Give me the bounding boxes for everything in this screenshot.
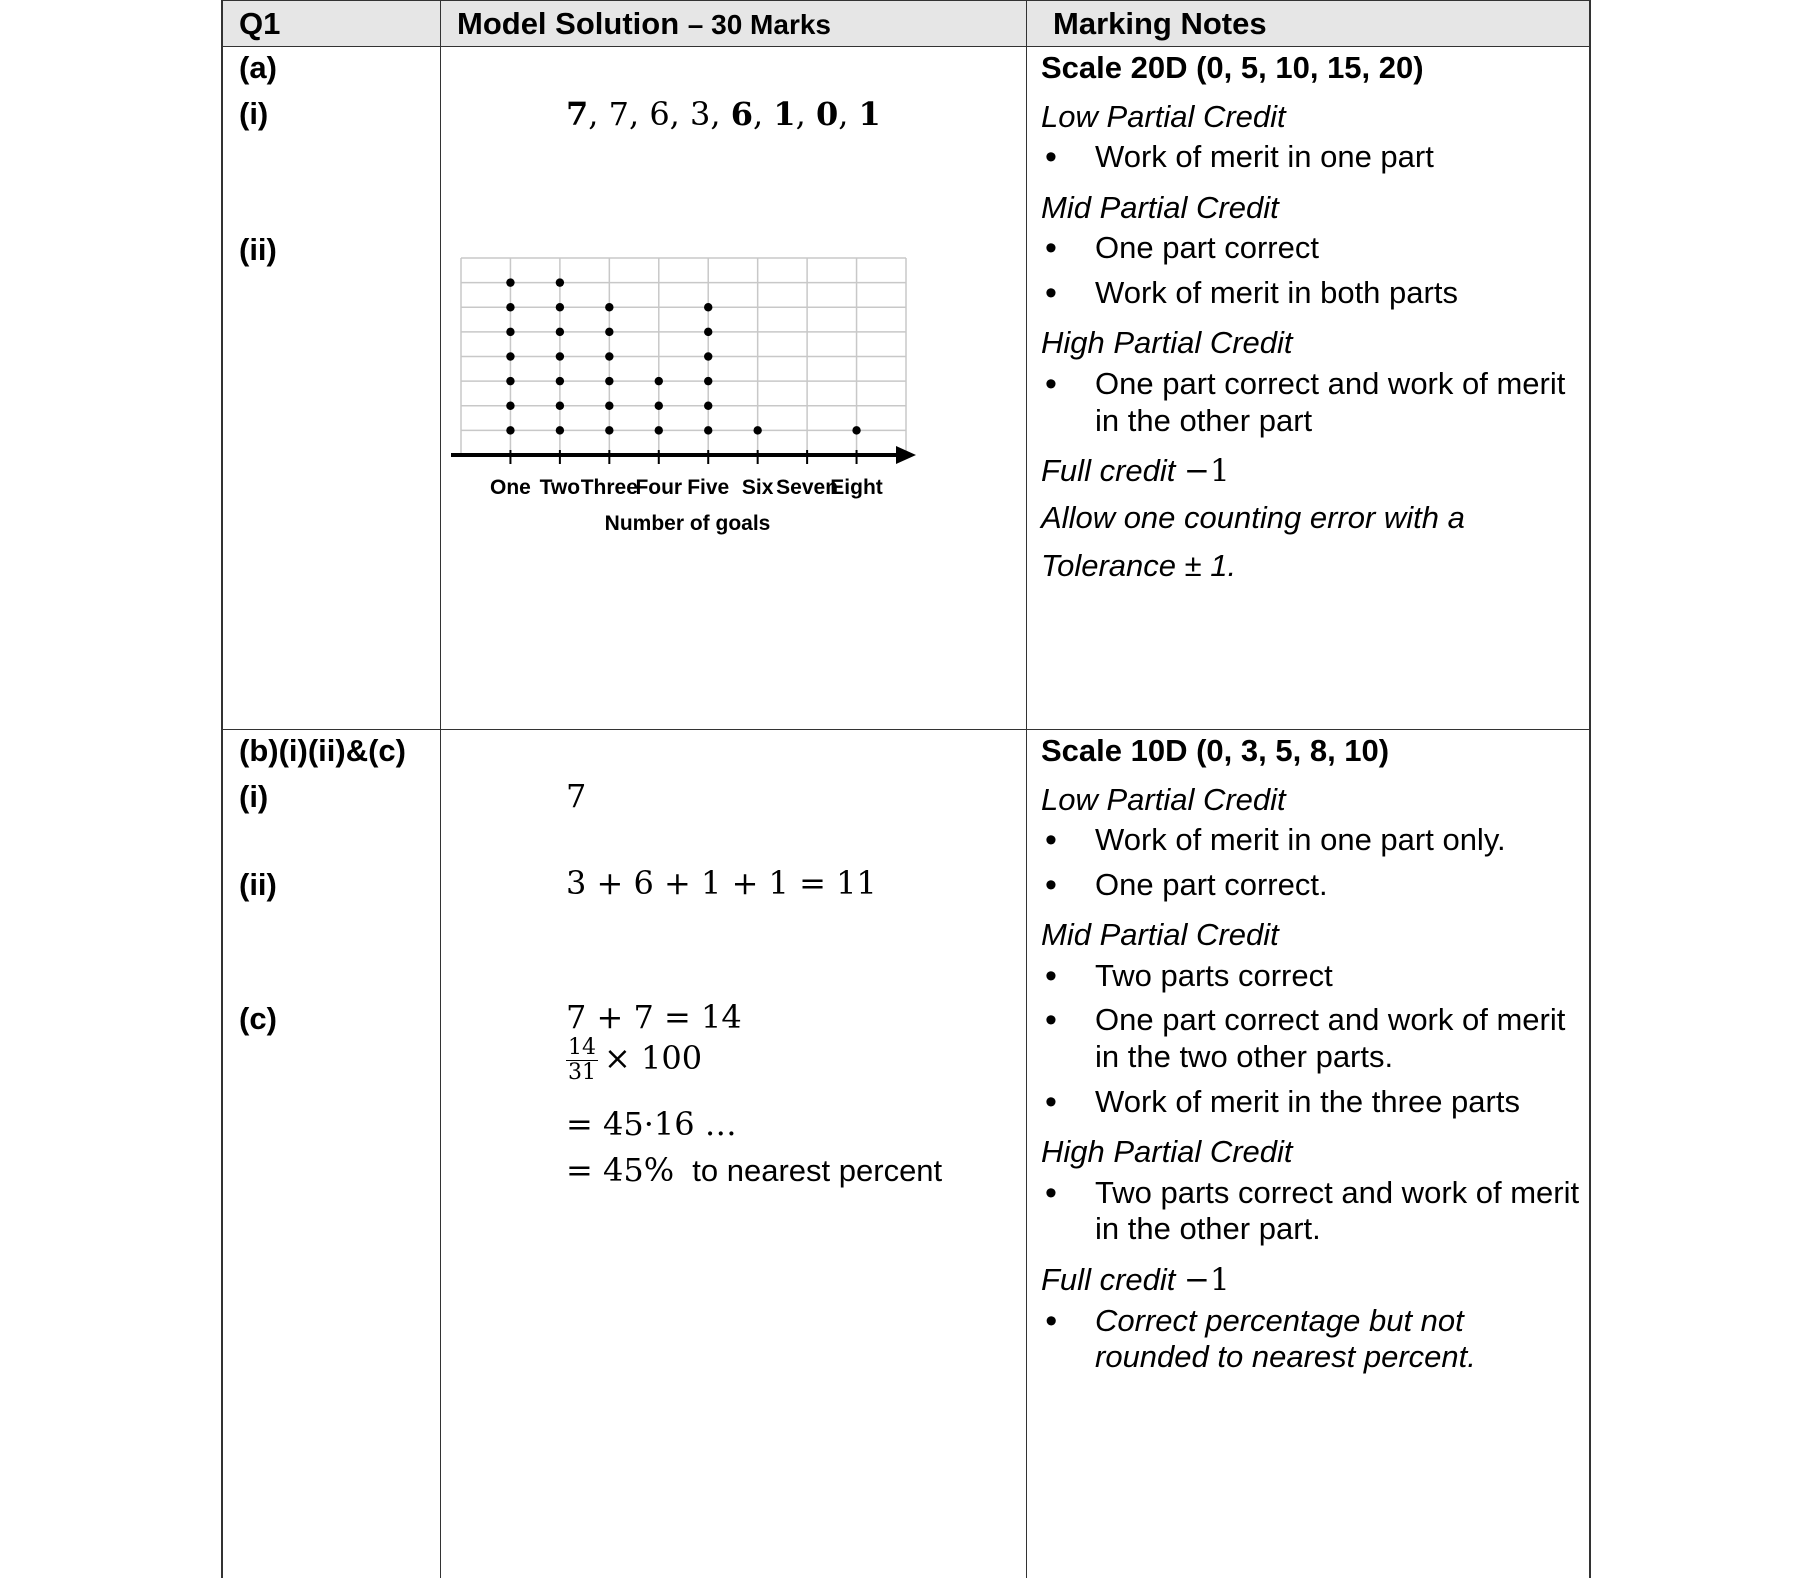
data-dot-one [506,426,514,434]
notes-part-a [1041,50,1581,598]
low-partial-title-bc: Low Partial Credit [1041,781,1286,817]
data-dot-two [556,426,564,434]
data-dot-three [605,328,613,336]
label-part-b-i: (i) [239,779,269,814]
low-partial-list-a [1041,139,1581,176]
list-item: • Two parts correct [1041,958,1581,995]
full-credit-bc [1041,1262,1581,1299]
list-item: • Two parts correct and work of merit in the other part. [1041,1175,1581,1248]
data-dot-two [556,402,564,410]
tick-label-five: Five [687,476,730,499]
tick-label-eight: Eight [830,476,883,499]
answer-separator: , [838,95,859,133]
list-item: • One part correct and work of merit in the two other parts. [1041,1002,1581,1075]
data-dot-five [704,377,712,385]
table-top-border [223,0,1589,1]
answer-value: 6 [649,95,670,133]
data-dot-three [605,377,613,385]
chart-grid [461,258,906,455]
data-dot-one [506,377,514,385]
tolerance-line-1: Allow one counting error with a [1041,499,1465,535]
answer-value: 3 [690,95,711,133]
answer-value: 7 [566,95,589,133]
answer-value: 0 [815,95,839,133]
data-dot-two [556,278,564,286]
data-dot-two [556,303,564,311]
answer-separator: , [669,95,691,133]
data-dot-two [556,328,564,336]
answer-value: 6 [730,95,753,133]
answer-separator: , [752,95,774,133]
mid-partial-title-a: Mid Partial Credit [1041,189,1279,225]
chart-tick-labels [490,476,883,499]
row-divider [223,729,1589,730]
answer-c-line-3: = 45·16 … [566,1105,737,1143]
low-partial-list-bc [1041,822,1581,903]
answer-c-line-2 [566,1036,702,1085]
tolerance-line-2: Tolerance ± 1. [1041,547,1237,583]
full-credit-title-bc: Full credit [1041,1261,1176,1297]
low-partial-title-a: Low Partial Credit [1041,98,1286,134]
answer-b-i: 7 [566,777,587,815]
answer-c-fraction [566,1036,598,1085]
label-part-a: (a) [239,50,277,85]
high-partial-list-bc [1041,1175,1581,1248]
label-part-a-ii: (ii) [239,232,277,267]
data-dot-three [605,352,613,360]
label-part-c: (c) [239,1001,277,1036]
answer-c-percent-text: to nearest percent [692,1153,943,1188]
data-dot-four [655,377,663,385]
header-marking-notes: Marking Notes [1053,6,1267,41]
label-part-a-i: (i) [239,96,269,131]
answer-separator: , [710,95,731,133]
mid-partial-list-bc [1041,958,1581,1120]
label-part-b-ii: (ii) [239,867,277,902]
label-part-bc: (b)(i)(ii)&(c) [239,733,406,768]
chart-x-axis [451,446,916,464]
column-divider-2 [1026,0,1027,1578]
data-dot-four [655,402,663,410]
list-item: • Work of merit in the three parts [1041,1084,1581,1121]
data-dot-five [704,402,712,410]
list-item: • Work of merit in both parts [1041,275,1581,312]
header-bottom-border [223,46,1589,47]
high-partial-list-a [1041,366,1581,439]
data-dot-four [655,426,663,434]
header-model-solution [457,6,831,42]
tolerance-note-a [1041,494,1581,590]
data-dot-six [753,426,761,434]
answer-c-line-4 [566,1151,942,1189]
data-dot-three [605,426,613,434]
list-item: • One part correct [1041,230,1581,267]
data-dot-one [506,352,514,360]
dot-plot-chart [451,250,991,580]
high-partial-title-bc: High Partial Credit [1041,1134,1293,1170]
table-header-row [223,0,1589,46]
data-dot-three [605,303,613,311]
data-dot-three [605,402,613,410]
tick-label-seven: Seven [776,476,839,499]
answer-c-multiplier: × 100 [604,1039,703,1078]
list-item: • Work of merit in one part only. [1041,822,1581,859]
marking-scheme-table [221,0,1591,1578]
answer-value: 1 [858,95,881,133]
list-item: • Correct percentage but not rounded to nearest percent. [1041,1303,1581,1376]
answer-a-i [566,95,881,133]
answer-separator: , [795,95,816,133]
list-item: • Work of merit in one part [1041,139,1581,176]
data-dot-eight [852,426,860,434]
data-dot-one [506,278,514,286]
high-partial-title-a: High Partial Credit [1041,325,1293,361]
full-credit-deduction-bc: −1 [1184,1261,1230,1298]
mid-partial-title-bc: Mid Partial Credit [1041,917,1279,953]
answer-separator: , [628,95,650,133]
full-credit-a [1041,453,1581,490]
column-divider-1 [440,0,441,1578]
tick-label-four: Four [635,476,683,499]
header-solution-marks: – 30 Marks [687,9,831,40]
list-item: • One part correct and work of merit in the other part [1041,366,1581,439]
full-credit-deduction-a: −1 [1184,453,1230,490]
data-dot-five [704,328,712,336]
data-dot-five [704,303,712,311]
answer-c-percent: = 45% [566,1151,675,1189]
data-dot-one [506,303,514,311]
data-dot-two [556,352,564,360]
answer-b-ii: 3 + 6 + 1 + 1 = 11 [566,864,877,902]
header-question-label: Q1 [239,6,281,41]
full-credit-title-a: Full credit [1041,453,1176,489]
scale-part-bc: Scale 10D (0, 3, 5, 8, 10) [1041,733,1390,768]
full-credit-list-bc [1041,1303,1581,1376]
fraction-numerator: 14 [568,1035,596,1060]
tick-label-one: One [490,476,531,499]
answer-value: 7 [608,95,629,133]
data-dot-one [506,328,514,336]
tick-label-two: Two [539,476,581,499]
data-dot-one [506,402,514,410]
answer-value: 1 [773,95,796,133]
data-dot-two [556,377,564,385]
header-solution-title: Model Solution [457,6,680,41]
fraction-denominator: 31 [568,1060,596,1086]
tick-label-three: Three [580,476,638,499]
tick-label-six: Six [741,476,774,499]
answer-c-line-1: 7 + 7 = 14 [566,998,742,1036]
list-item: • One part correct. [1041,867,1581,904]
mid-partial-list-a [1041,230,1581,311]
data-dot-five [704,426,712,434]
answer-separator: , [588,95,609,133]
data-dot-five [704,352,712,360]
scale-part-a: Scale 20D (0, 5, 10, 15, 20) [1041,50,1424,85]
chart-x-axis-label: Number of goals [604,512,771,535]
notes-part-bc [1041,733,1581,1390]
